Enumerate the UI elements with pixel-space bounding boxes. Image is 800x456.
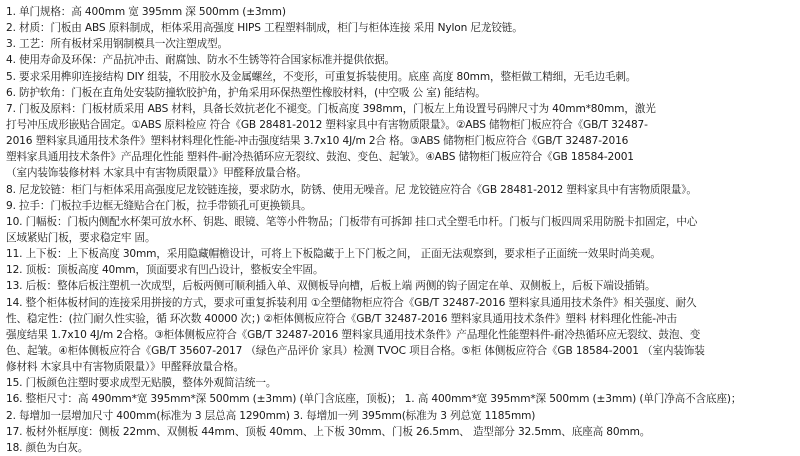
spec-line-4: 4. 使用寿命及环保：产品抗冲击、耐腐蚀、防水不生锈等符合国家标准并提供依据。 xyxy=(6,54,395,67)
spec-line-9: 9. 拉手：门板拉手边框无缝贴合在门板，拉手带锁孔可更换锁具。 xyxy=(6,199,312,212)
spec-line-10-cont: 区域紧贴门板，要求稳定牢 固。 xyxy=(6,231,156,244)
spec-line-2: 2. 材质：门板由 ABS 原料制成，柜体采用高强度 HIPS 工程塑料制成，柜门与柜体连接 采用 Nylon 尼龙铰链。 xyxy=(6,22,523,35)
spec-line-14-cont-2: 强度结果 1.7x10 4J/m 2合格。③柜体侧板应符合《GB/T 32487-2016 塑料家具通用技术条件》产品理化性能塑料件-耐冷热循环应无裂纹、鼓泡、变 xyxy=(6,328,701,341)
spec-line-7-cont-4: （室内装饰装修材料 木家具中有害物质限量）》甲醛释放量合格。 xyxy=(6,167,307,180)
spec-line-16: 16. 整柜尺寸：高 490mm*宽 395mm*深 500mm (±3mm) (单门含底座，顶板)； 1. 高 400mm*宽 395mm*深 500mm (±3mm) (单门净高不含底座)； xyxy=(6,393,742,406)
spec-line-11: 11. 上下板：上下板高度 30mm，采用隐藏帽檐设计，可将上下板隐藏于上下门板之间， 正面无法观察到，要求柜子正面统一效果时尚美观。 xyxy=(6,248,661,261)
spec-line-1: 1. 单门规格：高 400mm 宽 395mm 深 500mm (±3mm) xyxy=(6,6,286,18)
spec-line-14-cont-4: 修材料 木家具中有害物质限量）》甲醛释放量合格。 xyxy=(6,361,245,374)
spec-line-14-cont-3: 色、起皱。④柜体侧板应符合《GB/T 35607-2017 （绿色产品评价 家具）检测 TVOC 项目合格。⑤柜 体侧板应符合《GB 18584-2001 （室内装饰装 xyxy=(6,344,705,357)
spec-line-8: 8. 尼龙铰链：柜门与柜体采用高强度尼龙铰链连接，要求防水，防锈、使用无噪音。尼 龙铰链应符合《GB 28481-2012 塑料家具中有害物质限量》。 xyxy=(6,183,697,196)
spec-line-17: 17. 板材外框厚度：侧板 22mm、双侧板 44mm、顶板 40mm、上下板 30mm、门板 26.5mm、 造型部分 32.5mm、底座高 80mm。 xyxy=(6,425,651,438)
spec-line-13: 13. 后板：整体后板注塑机一次成型，后板两侧可顺利插入单、双侧板导向槽，后板上端 两侧的钩子固定在单、双侧板上，后板下端设插销。 xyxy=(6,280,656,293)
spec-line-15: 15. 门板颜色注塑时要求成型无贴膜，整体外观简洁统一。 xyxy=(6,377,277,390)
spec-line-16-cont: 2. 每增加一层增加尺寸 400mm(标准为 3 层总高 1290mm) 3. 每增加一列 395mm(标准为 3 列总宽 1185mm) xyxy=(6,409,536,422)
spec-line-7-cont-2: 2016 塑料家具通用技术条件》塑料材料理化性能-冲击强度结果 3.7x10 4J/m 2合 格。③ABS 储物柜门板应符合《GB/T 32487-2016 xyxy=(6,135,629,148)
spec-line-18: 18. 颜色为白灰。 xyxy=(6,441,89,454)
spec-line-5: 5. 要求采用榫卯连接结构 DIY 组装，不用胶水及金属螺丝，不变形，可重复拆装使用。底座 高度 80mm，整柜做工精细，无毛边毛刺。 xyxy=(6,70,637,83)
spec-line-7: 7. 门板及原料：门板材质采用 ABS 材料，具备长效抗老化不褪变。门板高度 398mm，门板左上角设置号码牌尺寸为 40mm*80mm，激光 xyxy=(6,102,656,115)
spec-line-14-cont-1: 性、稳定性：(拉门耐久性实验，循 环次数 40000 次；) ②柜体侧板应符合《GB/T 32487-2016 塑料家具通用技术条件》塑料 材料理化性能-冲击 xyxy=(6,312,677,325)
spec-line-10: 10. 门幅板：门板内侧配水杯架可放水杯、钥匙、眼镜、笔等小件物品；门板带有可拆卸 挂口式全塑毛巾杆。门板与门板四周采用防脱卡扣固定，中心 xyxy=(6,215,698,228)
spec-line-6: 6. 防护软角：门板在直角处安装防撞软胶护角，护角采用环保热塑性橡胶材料，(中空吸 公 室) 能结构。 xyxy=(6,86,486,99)
spec-line-7-cont-3: 塑料家具通用技术条件》产品理化性能 塑料件-耐冷热循环应无裂纹、鼓泡、变色、起皱》。④ABS 储物柜门板应符合《GB 18584-2001 xyxy=(6,151,634,164)
spec-line-7-cont-1: 打号冲压成形嵌贴合固定。①ABS 原料检应 符合《GB 28481-2012 塑料家具中有害物质限量》。②ABS 储物柜门板应符合《GB/T 32487- xyxy=(6,118,648,131)
spec-line-14: 14. 整个柜体板材间的连接采用拼接的方式，要求可重复拆装利用 ①全塑储物柜应符合《GB/T 32487-2016 塑料家具通用技术条件》相关强度、耐久 xyxy=(6,296,697,309)
spec-line-3: 3. 工艺：所有板材采用钢制模具一次注塑成型。 xyxy=(6,38,228,51)
spec-line-12: 12. 顶板：顶板高度 40mm，顶面要求有凹凸设计，整板安全牢固。 xyxy=(6,264,324,277)
